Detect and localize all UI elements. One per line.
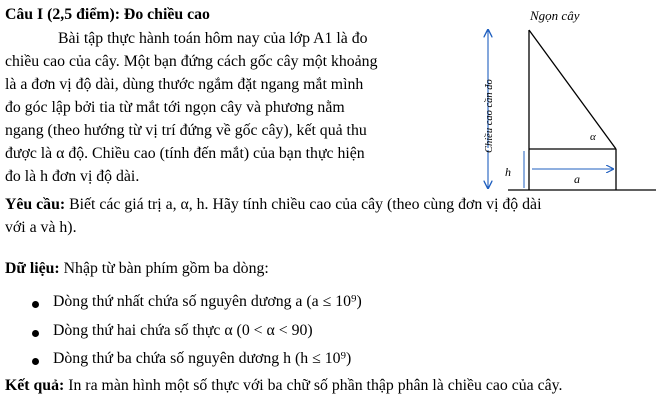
- sight-line: [529, 30, 616, 149]
- intro-line-3: là a đơn vị độ dài, dùng thước ngắm đặt ngang mắt mình: [5, 76, 364, 93]
- input-item-2: Dòng thứ hai chứa số thực α (0 < α < 90): [53, 322, 313, 339]
- input-spec-text: Nhập từ bàn phím gồm ba dòng:: [63, 260, 269, 277]
- question-heading: Câu I (2,5 điểm): Đo chiều cao: [5, 6, 210, 23]
- output-spec-line: [5, 374, 562, 397]
- bullet-icon: [32, 358, 39, 365]
- height-axis-label: Chiều cao cần đo: [484, 79, 495, 153]
- intro-line-7: đo là h đơn vị độ dài.: [5, 168, 140, 185]
- angle-label: α: [590, 131, 596, 143]
- input-spec-label: Dữ liệu:: [5, 260, 60, 277]
- intro-line-4: đo góc lập bởi tia từ mắt tới ngọn cây và phương nằm: [5, 99, 345, 116]
- input-item-3: Dòng thứ ba chứa số nguyên dương h (h ≤ 10⁹): [53, 350, 352, 367]
- bullet-icon: [32, 301, 39, 308]
- requirement-line-1: [5, 193, 541, 216]
- treetop-label: Ngọn cây: [530, 8, 580, 23]
- requirement-text: Biết các giá trị a, α, h. Hãy tính chiều cao của cây (theo cùng đơn vị độ dài: [69, 196, 542, 213]
- input-item-1: Dòng thứ nhất chứa số nguyên dương a (a ≤ 10⁹): [53, 293, 362, 310]
- intro-line-6: được là α độ. Chiều cao (tính đến mắt) của bạn thực hiện: [5, 145, 365, 162]
- tree-height-diagram: [470, 0, 659, 195]
- a-label: a: [574, 172, 580, 186]
- intro-line-2: chiều cao của cây. Một bạn đứng cách gốc cây một khoảng: [5, 53, 378, 70]
- bullet-icon: [32, 330, 39, 337]
- intro-line-5: ngang (theo hướng từ vị trí đứng về gốc cây), kết quả thu: [5, 122, 367, 139]
- input-spec-intro: [5, 257, 269, 280]
- requirement-line-2: với a và h).: [5, 219, 77, 236]
- intro-line-1: Bài tập thực hành toán hôm nay của lớp A1 là đo: [58, 30, 368, 47]
- h-label: h: [505, 165, 511, 179]
- output-spec-text: In ra màn hình một số thực với ba chữ số phần thập phân là chiều cao của cây.: [68, 377, 563, 394]
- output-spec-label: Kết quả:: [5, 377, 65, 394]
- requirement-label: Yêu cầu:: [5, 196, 66, 213]
